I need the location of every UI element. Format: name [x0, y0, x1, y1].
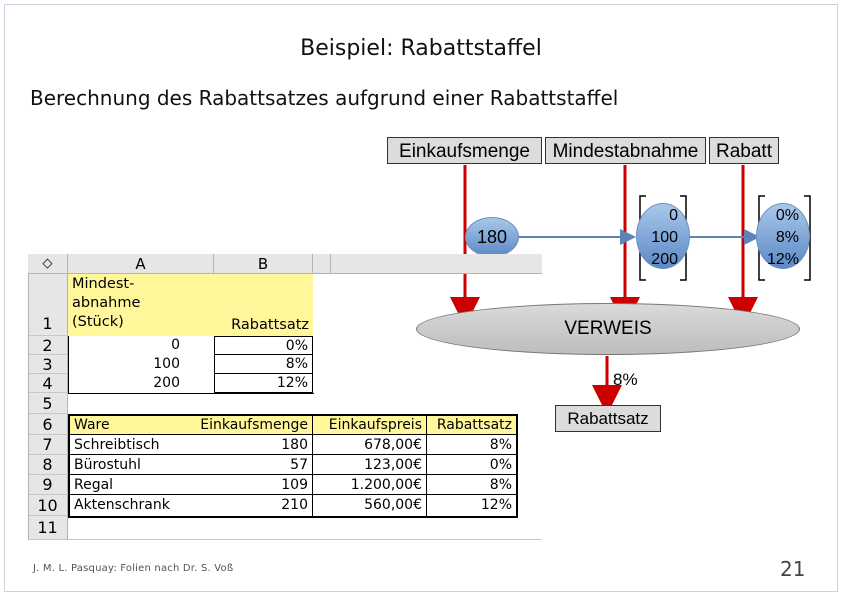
- header-rabatt: Rabatt: [709, 137, 779, 164]
- input-value-oval: 180: [465, 217, 519, 257]
- mindest-value: 200: [651, 251, 678, 268]
- result-value-label: 8%: [613, 370, 638, 389]
- goods-header-menge[interactable]: Einkaufsmenge: [185, 416, 313, 435]
- staffel-cell-b[interactable]: 8%: [214, 355, 313, 374]
- col-header-c[interactable]: [313, 254, 331, 274]
- spreadsheet: [28, 254, 542, 540]
- rabatt-vector: [759, 205, 799, 271]
- mindest-value: 0: [669, 207, 678, 224]
- rabatt-value: 0%: [775, 207, 799, 224]
- row-header[interactable]: 8: [28, 455, 68, 475]
- staffel-header-b[interactable]: Rabattsatz: [231, 317, 309, 333]
- sheet-bottom-line: [68, 539, 542, 540]
- slide-subtitle: Berechnung des Rabattsatzes aufgrund einer Rabattstaffel: [30, 86, 619, 110]
- goods-cell-ware[interactable]: Regal: [70, 475, 185, 495]
- col-header-a[interactable]: A: [68, 254, 214, 274]
- staffel-header-line: (Stück): [72, 314, 124, 330]
- row-header[interactable]: 1: [28, 274, 68, 336]
- row-header[interactable]: 2: [28, 336, 68, 355]
- goods-cell-menge[interactable]: 57: [185, 455, 313, 475]
- footer-credit: J. M. L. Pasquay: Folien nach Dr. S. Voß: [33, 563, 234, 574]
- row-header[interactable]: 9: [28, 475, 68, 495]
- rabatt-value: 8%: [775, 229, 799, 246]
- header-mindestabnahme: Mindestabnahme: [545, 137, 706, 164]
- goods-cell-rabatt[interactable]: 8%: [427, 475, 516, 495]
- goods-cell-ware[interactable]: Schreibtisch: [70, 435, 185, 455]
- row-header[interactable]: 5: [28, 393, 68, 414]
- row-header[interactable]: 11: [28, 516, 68, 540]
- staffel-cell-b[interactable]: 12%: [214, 374, 313, 393]
- col-header-b[interactable]: B: [214, 254, 313, 274]
- staffel-cell-b[interactable]: 0%: [214, 336, 313, 355]
- goods-cell-ware[interactable]: Aktenschrank: [74, 497, 170, 513]
- row-header[interactable]: 6: [28, 414, 68, 435]
- staffel-header-line: abnahme: [72, 295, 141, 311]
- staffel-cell-a[interactable]: 100: [153, 356, 180, 372]
- result-label-box: Rabattsatz: [555, 405, 661, 432]
- goods-cell-rabatt[interactable]: 0%: [427, 455, 516, 475]
- staffel-cell-a[interactable]: 0: [171, 337, 180, 353]
- goods-header-rabatt[interactable]: Rabattsatz: [436, 417, 512, 433]
- goods-cell-preis[interactable]: 560,00€: [313, 495, 427, 516]
- goods-header-ware[interactable]: Ware: [74, 417, 110, 433]
- mindest-vector: [640, 205, 678, 271]
- mindest-value: 100: [651, 229, 678, 246]
- goods-cell-menge[interactable]: 109: [185, 475, 313, 495]
- page-number: 21: [780, 557, 806, 581]
- goods-cell-ware[interactable]: Bürostuhl: [70, 455, 185, 475]
- rabatt-value: 12%: [766, 251, 799, 268]
- row-header[interactable]: 10: [28, 495, 68, 516]
- corner-cell[interactable]: ◇: [28, 254, 68, 274]
- sheet-left-line: [28, 274, 29, 540]
- row-header[interactable]: 3: [28, 355, 68, 374]
- goods-cell-menge[interactable]: 210: [185, 495, 313, 516]
- header-einkaufsmenge: Einkaufsmenge: [387, 137, 542, 164]
- goods-cell-preis[interactable]: 678,00€: [313, 435, 427, 455]
- goods-cell-preis[interactable]: 123,00€: [313, 455, 427, 475]
- slide-title: Beispiel: Rabattstaffel: [300, 36, 542, 61]
- row-header[interactable]: 7: [28, 435, 68, 455]
- staffel-header-line: Mindest-: [72, 276, 135, 292]
- row-header[interactable]: 4: [28, 374, 68, 393]
- goods-cell-rabatt[interactable]: 12%: [480, 497, 512, 513]
- staffel-border: [68, 336, 314, 394]
- goods-cell-preis[interactable]: 1.200,00€: [313, 475, 427, 495]
- verweis-function-oval: VERWEIS: [416, 303, 800, 355]
- goods-cell-menge[interactable]: 180: [185, 435, 313, 455]
- goods-header-preis[interactable]: Einkaufspreis: [313, 416, 427, 435]
- staffel-cell-a[interactable]: 200: [153, 375, 180, 391]
- goods-cell-rabatt[interactable]: 8%: [427, 435, 516, 455]
